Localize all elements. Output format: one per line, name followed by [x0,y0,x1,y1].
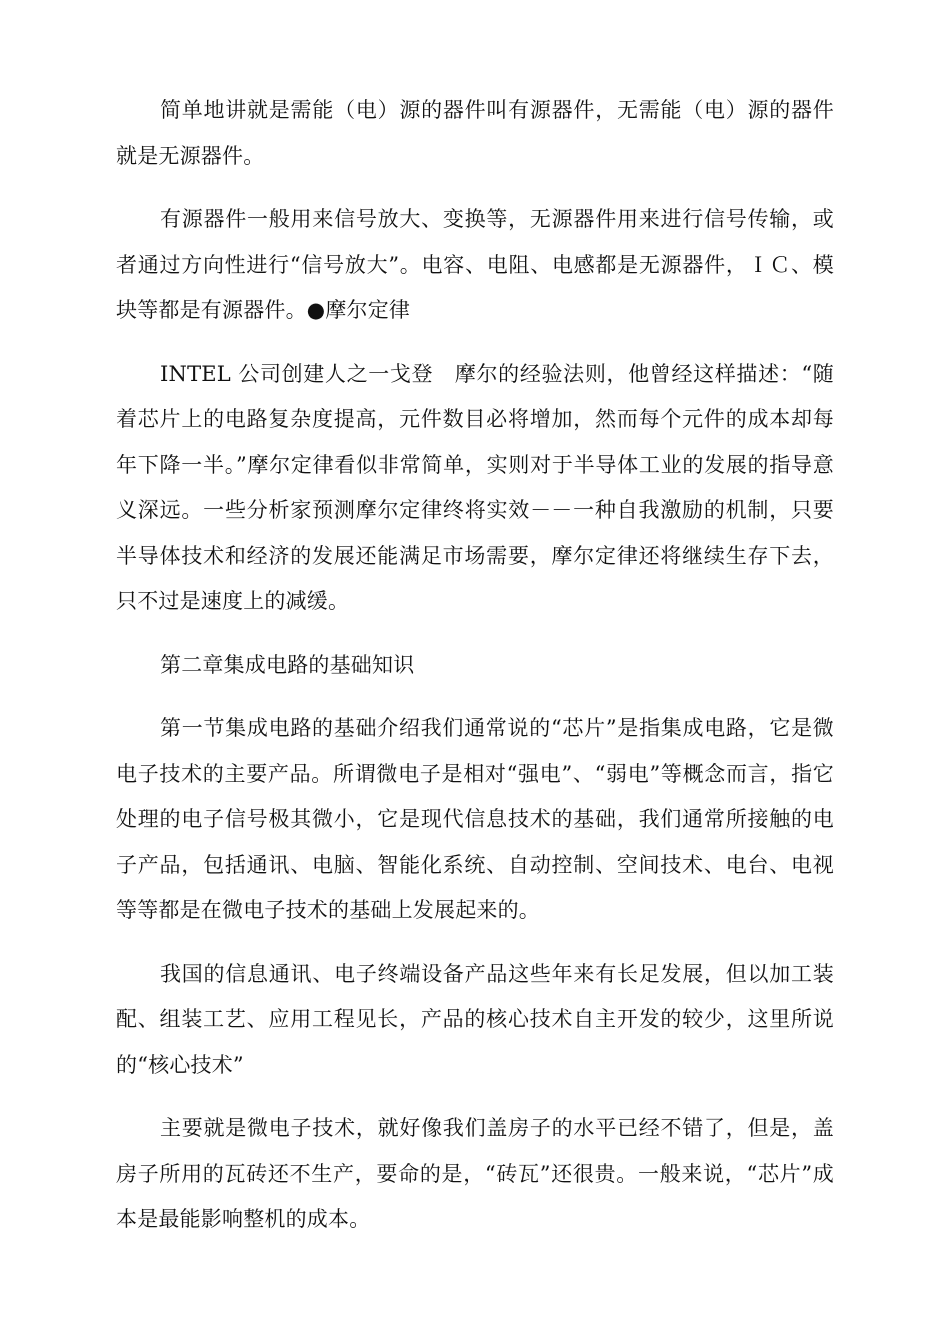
paragraph-ic-introduction: 第一节集成电路的基础介绍我们通常说的“芯片”是指集成电路，它是微电子技术的主要产品。所谓微电子是相对“强电”、“弱电”等概念而言，指它处理的电子信号极其微小，它是现代信息技术的基础，我们通常所接触的电子产品，包括通讯、电脑、智能化系统、自动控制、空间技术、电台、电视等等都是在微电子技术的基础上发展起来的。 [116,716,834,922]
paragraph-moores-law: INTEL 公司创建人之一戈登 摩尔的经验法则，他曾经这样描述：“随着芯片上的电路复杂度提高，元件数目必将增加，然而每个元件的成本却每年下降一半。”摩尔定律看似非常简单，实则对于半导体工业的发展的指导意义深远。一些分析家预测摩尔定律终将实效－－一种自我激励的机制，只要半导体技术和经济的发展还能满足市场需要，摩尔定律还将继续生存下去，只不过是速度上的减缓。 [116,361,834,613]
paragraph-active-passive-usage: 有源器件一般用来信号放大、变换等，无源器件用来进行信号传输，或者通过方向性进行“信号放大”。电容、电阻、电感都是无源器件，ＩＣ、模块等都是有源器件。●摩尔定律 [116,207,834,322]
document-body [116,88,834,1261]
paragraph-domestic-industry: 我国的信息通讯、电子终端设备产品这些年来有长足发展，但以加工装配、组装工艺、应用工程见长，产品的核心技术自主开发的较少，这里所说的“核心技术” [116,961,834,1077]
paragraph-active-passive-definition: 简单地讲就是需能（电）源的器件叫有源器件，无需能（电）源的器件就是无源器件。 [116,98,834,168]
chapter-heading: 第二章集成电路的基础知识 [160,652,415,677]
paragraph-core-technology: 主要就是微电子技术，就好像我们盖房子的水平已经不错了，但是，盖房子所用的瓦砖还不生产，要命的是，“砖瓦”还很贵。一般来说，“芯片”成本是最能影响整机的成本。 [116,1116,834,1231]
